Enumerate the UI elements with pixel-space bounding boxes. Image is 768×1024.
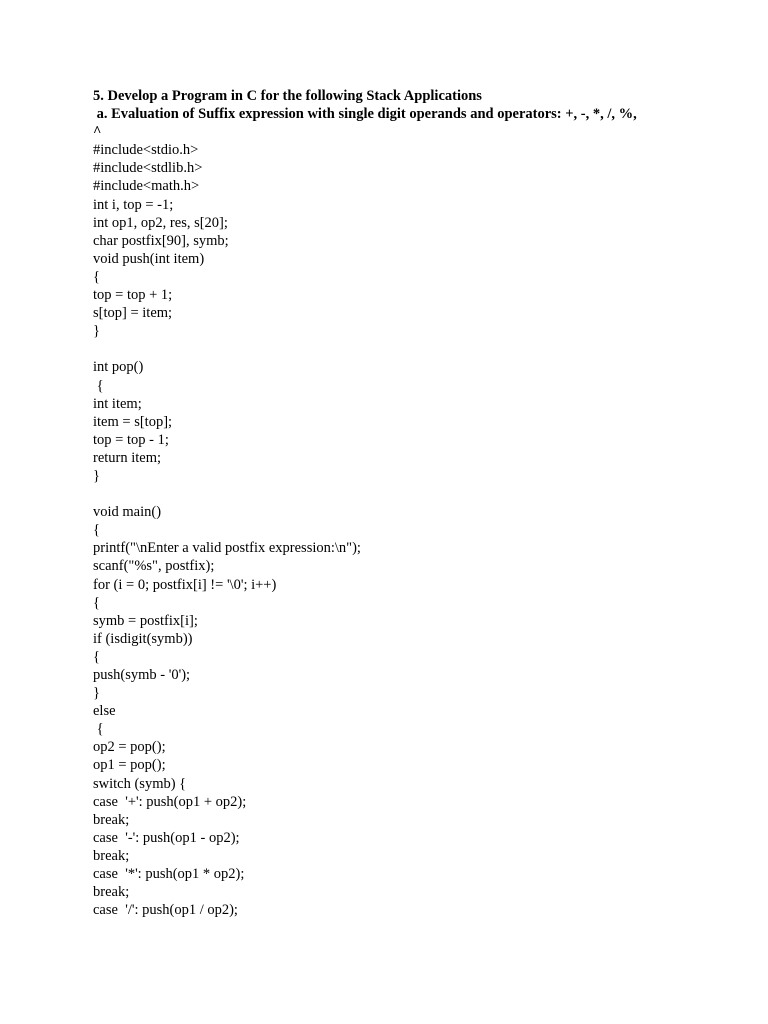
- code-line: int op1, op2, res, s[20];: [93, 214, 228, 231]
- code-line: {: [93, 594, 100, 611]
- code-line: #include<stdlib.h>: [93, 160, 203, 177]
- code-line: return item;: [93, 449, 162, 466]
- code-line: break;: [93, 884, 130, 901]
- code-line: case '+': push(op1 + op2);: [93, 793, 247, 810]
- code-line: void push(int item): [93, 250, 205, 267]
- code-line: {: [93, 522, 100, 539]
- code-line: [93, 340, 733, 358]
- code-line: }: [93, 467, 100, 484]
- code-line: void main(): [93, 504, 162, 521]
- code-line: [93, 485, 733, 503]
- code-line: symb = postfix[i];: [93, 612, 198, 629]
- code-line: switch (symb) {: [93, 775, 187, 792]
- code-line: break;: [93, 811, 130, 828]
- code-line: break;: [93, 847, 130, 864]
- code-line: printf("\nEnter a valid postfix expression:\n");: [93, 540, 361, 557]
- document-subheading-continuation: ^: [93, 124, 102, 141]
- code-line: }: [93, 323, 100, 340]
- code-line: case '*': push(op1 * op2);: [93, 866, 245, 883]
- code-line: case '-': push(op1 - op2);: [93, 829, 240, 846]
- code-line: item = s[top];: [93, 413, 173, 430]
- code-line: top = top - 1;: [93, 431, 169, 448]
- code-line: push(symb - '0');: [93, 667, 191, 683]
- document-body: [93, 87, 733, 919]
- document-subheading: a. Evaluation of Suffix expression with single digit operands and operators: +, -, *, /, %,: [93, 106, 637, 123]
- code-line: }: [93, 685, 100, 702]
- code-line: else: [93, 703, 116, 720]
- code-line: int i, top = -1;: [93, 196, 174, 213]
- code-line: op1 = pop();: [93, 757, 166, 774]
- code-line: int pop(): [93, 359, 144, 376]
- code-line: {: [93, 268, 100, 285]
- code-line: scanf("%s", postfix);: [93, 558, 215, 575]
- code-line: {: [93, 648, 100, 665]
- code-line: #include<math.h>: [93, 178, 200, 195]
- code-line: s[top] = item;: [93, 305, 173, 322]
- code-line: if (isdigit(symb)): [93, 630, 193, 647]
- code-line: #include<stdio.h>: [93, 142, 199, 159]
- code-line: {: [93, 377, 104, 394]
- code-line: char postfix[90], symb;: [93, 232, 229, 249]
- code-line: case '/': push(op1 / op2);: [93, 902, 238, 919]
- document-heading: 5. Develop a Program in C for the following Stack Applications: [93, 88, 482, 104]
- code-line: {: [93, 721, 104, 738]
- code-line: int item;: [93, 395, 142, 412]
- code-line: op2 = pop();: [93, 739, 166, 756]
- code-line: for (i = 0; postfix[i] != '\0'; i++): [93, 576, 277, 593]
- code-block: [93, 141, 733, 919]
- code-line: top = top + 1;: [93, 287, 173, 304]
